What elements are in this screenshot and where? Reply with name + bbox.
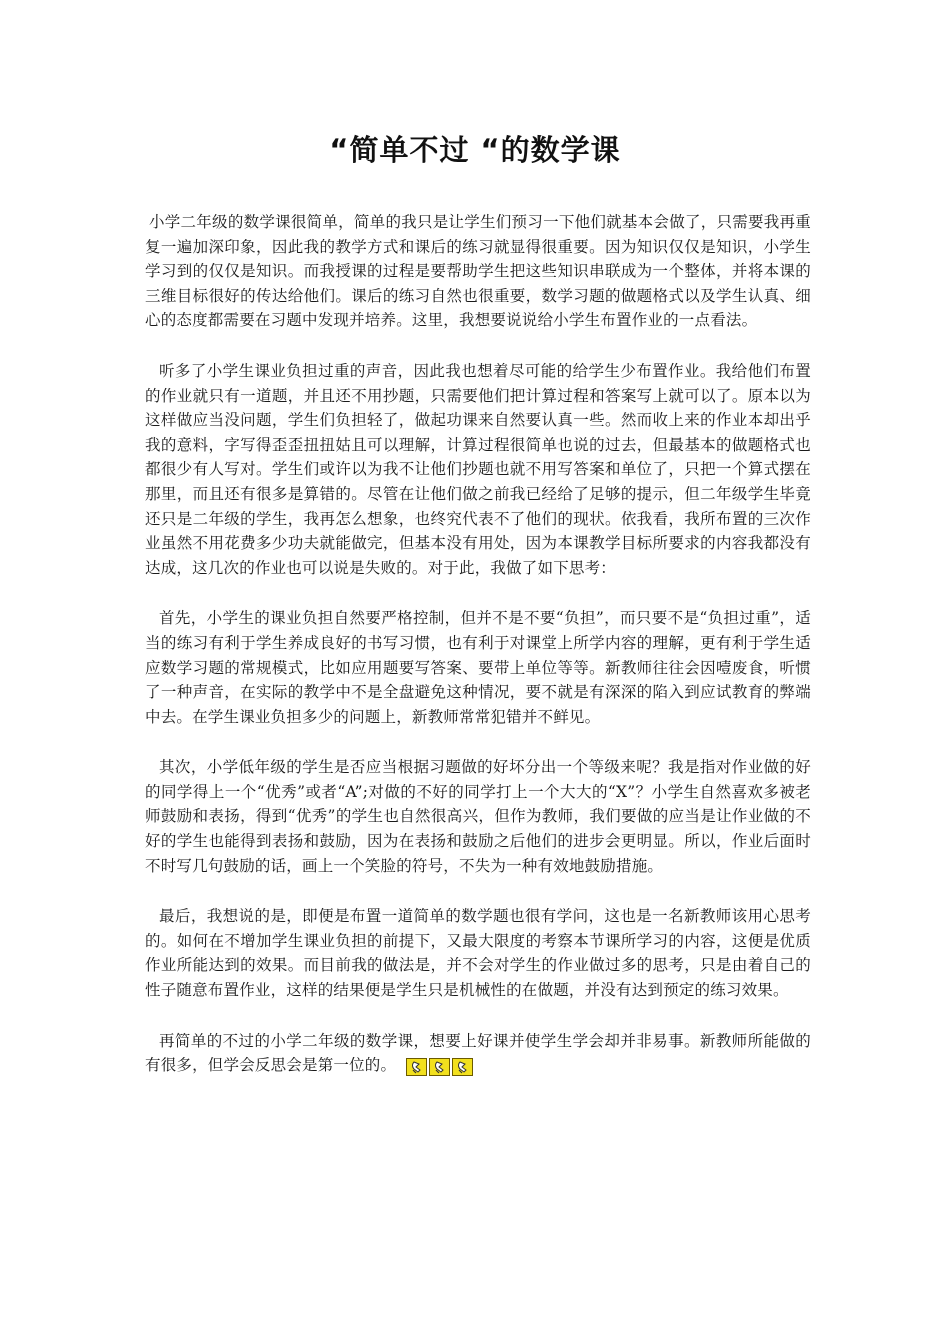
- emoticon-icon: [452, 1058, 473, 1076]
- paragraph-homework-experience: 听多了小学生课业负担过重的声音，因此我也想着尽可能的给学生少布置作业。我给他们布置的作业就只有一道题，并且还不用抄题，只需要他们把计算过程和答案写上就可以了。原本以为这样做应当没问题，学生们负担轻了，做起功课来自然要认真一些。然而收上来的作业本却出乎我的意料，字写得歪歪扭扭姑且可以理解，计算过程很简单也说的过去，但最基本的做题格式也都很少有人写对。学生们或许以为我不让他们抄题也就不用写答案和单位了，只把一个算式摆在那里，而且还有很多是算错的。尽管在让他们做之前我已经给了足够的提示，但二年级学生毕竟还只是二年级的学生，我再怎么想象，也终究代表不了他们的现状。依我看，我所布置的三次作业虽然不用花费多少功夫就能做完，但基本没有用处，因为本课教学目标所要求的内容我都没有达成，这几次的作业也可以说是失败的。对于此，我做了如下思考：: [145, 361, 811, 577]
- document-body: [145, 210, 811, 1079]
- conclusion-text: 再简单的不过的小学二年级的数学课，想要上好课并使学生学会却并非易事。新教师所能做的有很多，但学会反思会是第一位的。: [145, 1031, 811, 1075]
- document-title: “简单不过 “的数学课: [329, 133, 621, 167]
- paragraph-third-reflection: 最后，我想说的是，即便是布置一道简单的数学题也很有学问，这也是一名新教师该用心思考的。如何在不增加学生课业负担的前提下，又最大限度的考察本节课所学习的内容，这便是优质作业所能达到的效果。而目前我的做法是，并不会对学生的作业做过多的思考，只是由着自己的性子随意布置作业，这样的结果便是学生只是机械性的在做题，并没有达到预定的练习效果。: [145, 907, 811, 1000]
- paragraph-conclusion: [145, 1029, 811, 1079]
- paragraph-intro: 小学二年级的数学课很简单，简单的我只是让学生们预习一下他们就基本会做了，只需要我再重复一遍加深印象，因此我的教学方式和课后的练习就显得很重要。因为知识仅仅是知识，小学生学习到的仅仅是知识。而我授课的过程是要帮助学生把这些知识串联成为一个整体，并将本课的三维目标很好的传达给他们。课后的练习自然也很重要，数学习题的做题格式以及学生认真、细心的态度都需要在习题中发现并培养。这里，我想要说说给小学生布置作业的一点看法。: [145, 213, 811, 330]
- emoticon-icon: [429, 1058, 450, 1076]
- paragraph-second-reflection: 其次，小学低年级的学生是否应当根据习题做的好坏分出一个等级来呢？我是指对作业做的好的同学得上一个“优秀”或者“A”;对做的不好的同学打上一个大大的“X”？小学生自然喜欢多被老师鼓励和表扬，得到“优秀”的学生也自然很高兴，但作为教师，我们要做的应当是让作业做的不好的学生也能得到表扬和鼓励，因为在表扬和鼓励之后他们的进步会更明显。所以，作业后面时不时写几句鼓励的话，画上一个笑脸的符号，不失为一种有效地鼓励措施。: [145, 758, 811, 875]
- paragraph-first-reflection: 首先，小学生的课业负担自然要严格控制，但并不是不要“负担”，而只要不是“负担过重”，适当的练习有利于学生养成良好的书写习惯，也有利于对课堂上所学内容的理解，更有利于学生适应数学习题的常规模式，比如应用题要写答案、要带上单位等等。新教师往往会因噎废食，听惯了一种声音，在实际的教学中不是全盘避免这种情况，要不就是有深深的陷入到应试教育的弊端中去。在学生课业负担多少的问题上，新教师常常犯错并不鲜见。: [145, 609, 811, 726]
- emoticon-group: [406, 1054, 475, 1079]
- emoticon-icon: [406, 1058, 427, 1076]
